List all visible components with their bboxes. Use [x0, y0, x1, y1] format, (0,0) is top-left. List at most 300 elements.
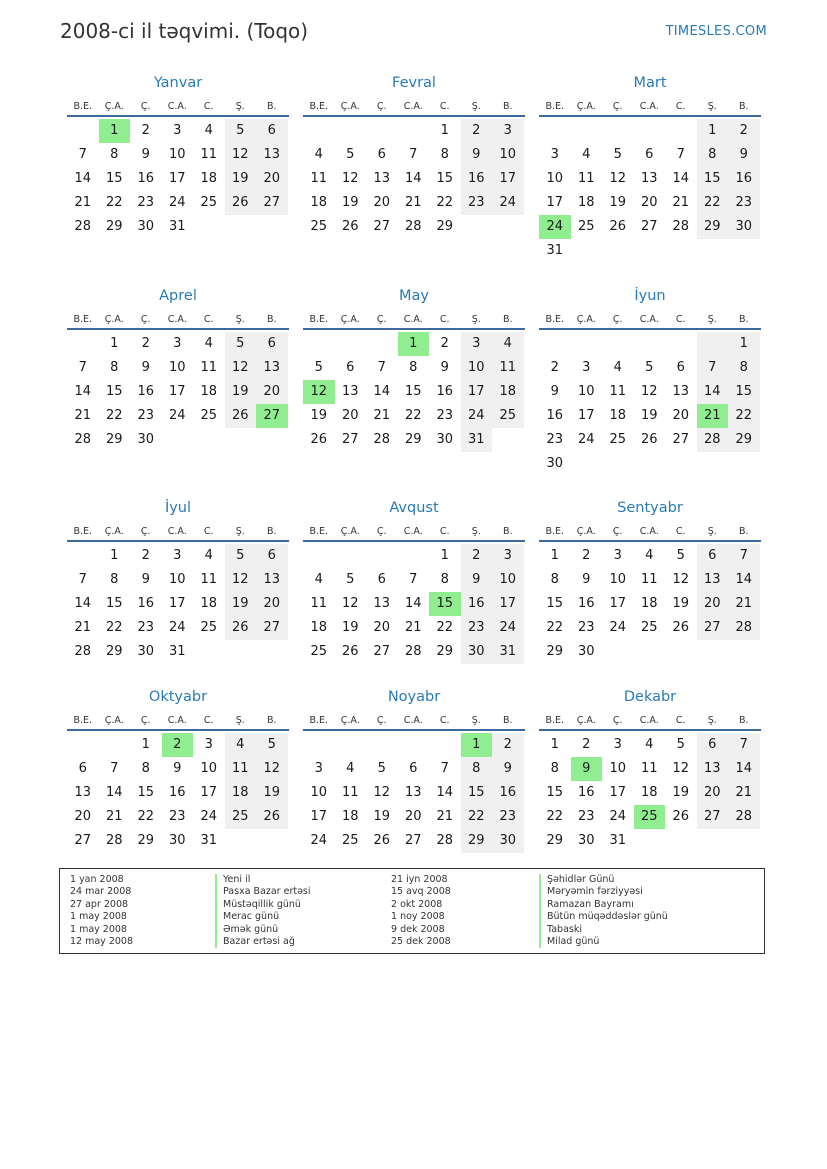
day-cell[interactable]: 18 [640, 785, 658, 800]
day-cell[interactable]: 4 [314, 572, 323, 587]
day-cell[interactable]: 11 [200, 572, 218, 587]
holiday-day-cell[interactable]: 12 [303, 380, 335, 404]
day-cell[interactable]: 22 [436, 620, 454, 635]
day-cell[interactable]: 24 [492, 616, 524, 640]
holiday-day-cell[interactable]: 21 [697, 404, 729, 428]
day-cell[interactable]: 28 [373, 432, 391, 447]
day-cell[interactable]: 7 [728, 544, 760, 568]
day-cell[interactable]: 31 [168, 219, 186, 234]
day-cell[interactable]: 21 [728, 781, 760, 805]
day-cell[interactable]: 12 [225, 143, 257, 167]
day-cell[interactable]: 20 [373, 195, 391, 210]
day-cell[interactable]: 7 [676, 147, 685, 162]
day-cell[interactable]: 12 [672, 572, 690, 587]
day-cell[interactable]: 6 [78, 761, 87, 776]
day-cell[interactable]: 20 [74, 809, 92, 824]
day-cell[interactable]: 11 [609, 384, 627, 399]
day-cell[interactable]: 15 [697, 167, 729, 191]
day-cell[interactable]: 26 [341, 219, 359, 234]
day-cell[interactable]: 16 [137, 596, 155, 611]
day-cell[interactable]: 9 [461, 143, 493, 167]
day-cell[interactable]: 12 [341, 171, 359, 186]
day-cell[interactable]: 23 [577, 620, 595, 635]
day-cell[interactable]: 12 [225, 356, 257, 380]
day-cell[interactable]: 8 [440, 147, 449, 162]
day-cell[interactable]: 3 [613, 548, 622, 563]
day-cell[interactable]: 14 [728, 568, 760, 592]
day-cell[interactable]: 19 [373, 809, 391, 824]
day-cell[interactable]: 11 [577, 171, 595, 186]
day-cell[interactable]: 26 [225, 616, 257, 640]
day-cell[interactable]: 24 [168, 620, 186, 635]
day-cell[interactable]: 14 [728, 757, 760, 781]
day-cell[interactable]: 16 [137, 384, 155, 399]
day-cell[interactable]: 12 [225, 568, 257, 592]
day-cell[interactable]: 17 [609, 596, 627, 611]
day-cell[interactable]: 10 [168, 572, 186, 587]
day-cell[interactable]: 14 [404, 596, 422, 611]
day-cell[interactable]: 5 [613, 147, 622, 162]
day-cell[interactable]: 24 [200, 809, 218, 824]
day-cell[interactable]: 10 [577, 384, 595, 399]
day-cell[interactable]: 21 [436, 809, 454, 824]
day-cell[interactable]: 22 [137, 809, 155, 824]
holiday-day-cell[interactable]: 9 [571, 757, 603, 781]
holiday-day-cell[interactable]: 1 [398, 332, 430, 356]
day-cell[interactable]: 5 [256, 733, 288, 757]
holiday-day-cell[interactable]: 1 [99, 119, 131, 143]
day-cell[interactable]: 3 [204, 737, 213, 752]
brand-logo-text[interactable]: TIMESLES.COM [665, 24, 767, 39]
day-cell[interactable]: 7 [440, 761, 449, 776]
day-cell[interactable]: 14 [672, 171, 690, 186]
day-cell[interactable]: 23 [728, 191, 760, 215]
day-cell[interactable]: 17 [492, 592, 524, 616]
day-cell[interactable]: 7 [78, 360, 87, 375]
day-cell[interactable]: 3 [314, 761, 323, 776]
day-cell[interactable]: 8 [461, 757, 493, 781]
day-cell[interactable]: 16 [577, 785, 595, 800]
day-cell[interactable]: 13 [404, 785, 422, 800]
day-cell[interactable]: 23 [461, 616, 493, 640]
day-cell[interactable]: 4 [346, 761, 355, 776]
day-cell[interactable]: 23 [137, 408, 155, 423]
day-cell[interactable]: 26 [341, 644, 359, 659]
day-cell[interactable]: 16 [728, 167, 760, 191]
day-cell[interactable]: 25 [225, 805, 257, 829]
day-cell[interactable]: 22 [105, 620, 123, 635]
day-cell[interactable]: 10 [546, 171, 564, 186]
day-cell[interactable]: 22 [546, 809, 564, 824]
day-cell[interactable]: 11 [640, 572, 658, 587]
day-cell[interactable]: 29 [105, 644, 123, 659]
day-cell[interactable]: 22 [697, 191, 729, 215]
day-cell[interactable]: 30 [577, 833, 595, 848]
day-cell[interactable]: 17 [200, 785, 218, 800]
day-cell[interactable]: 14 [74, 171, 92, 186]
day-cell[interactable]: 15 [105, 171, 123, 186]
day-cell[interactable]: 18 [341, 809, 359, 824]
day-cell[interactable]: 4 [582, 147, 591, 162]
day-cell[interactable]: 29 [137, 833, 155, 848]
day-cell[interactable]: 30 [461, 640, 493, 664]
day-cell[interactable]: 19 [225, 592, 257, 616]
day-cell[interactable]: 30 [137, 644, 155, 659]
day-cell[interactable]: 26 [256, 805, 288, 829]
day-cell[interactable]: 27 [341, 432, 359, 447]
day-cell[interactable]: 2 [141, 123, 150, 138]
day-cell[interactable]: 7 [78, 147, 87, 162]
day-cell[interactable]: 9 [492, 757, 524, 781]
day-cell[interactable]: 15 [728, 380, 760, 404]
day-cell[interactable]: 26 [225, 191, 257, 215]
day-cell[interactable]: 21 [105, 809, 123, 824]
day-cell[interactable]: 16 [461, 592, 493, 616]
day-cell[interactable]: 11 [640, 761, 658, 776]
day-cell[interactable]: 25 [200, 408, 218, 423]
day-cell[interactable]: 13 [640, 171, 658, 186]
day-cell[interactable]: 27 [74, 833, 92, 848]
day-cell[interactable]: 31 [609, 833, 627, 848]
day-cell[interactable]: 22 [404, 408, 422, 423]
day-cell[interactable]: 2 [582, 548, 591, 563]
day-cell[interactable]: 23 [137, 620, 155, 635]
day-cell[interactable]: 28 [74, 644, 92, 659]
day-cell[interactable]: 3 [461, 332, 493, 356]
day-cell[interactable]: 3 [582, 360, 591, 375]
day-cell[interactable]: 24 [168, 408, 186, 423]
day-cell[interactable]: 17 [461, 380, 493, 404]
day-cell[interactable]: 7 [110, 761, 119, 776]
day-cell[interactable]: 27 [404, 833, 422, 848]
day-cell[interactable]: 23 [492, 805, 524, 829]
day-cell[interactable]: 20 [404, 809, 422, 824]
day-cell[interactable]: 1 [440, 548, 449, 563]
day-cell[interactable]: 18 [640, 596, 658, 611]
day-cell[interactable]: 24 [577, 432, 595, 447]
day-cell[interactable]: 2 [141, 548, 150, 563]
day-cell[interactable]: 27 [697, 616, 729, 640]
day-cell[interactable]: 19 [341, 195, 359, 210]
day-cell[interactable]: 1 [141, 737, 150, 752]
day-cell[interactable]: 23 [461, 191, 493, 215]
day-cell[interactable]: 19 [225, 167, 257, 191]
day-cell[interactable]: 24 [461, 404, 493, 428]
day-cell[interactable]: 5 [676, 548, 685, 563]
day-cell[interactable]: 16 [461, 167, 493, 191]
day-cell[interactable]: 4 [492, 332, 524, 356]
day-cell[interactable]: 10 [492, 568, 524, 592]
day-cell[interactable]: 6 [676, 360, 685, 375]
day-cell[interactable]: 27 [256, 616, 288, 640]
holiday-day-cell[interactable]: 1 [461, 733, 493, 757]
day-cell[interactable]: 3 [173, 548, 182, 563]
day-cell[interactable]: 8 [110, 147, 119, 162]
day-cell[interactable]: 2 [582, 737, 591, 752]
day-cell[interactable]: 2 [461, 544, 493, 568]
day-cell[interactable]: 21 [404, 195, 422, 210]
day-cell[interactable]: 27 [697, 805, 729, 829]
day-cell[interactable]: 19 [310, 408, 328, 423]
day-cell[interactable]: 16 [577, 596, 595, 611]
day-cell[interactable]: 1 [110, 336, 119, 351]
day-cell[interactable]: 10 [200, 761, 218, 776]
day-cell[interactable]: 15 [105, 384, 123, 399]
day-cell[interactable]: 28 [404, 219, 422, 234]
day-cell[interactable]: 9 [173, 761, 182, 776]
day-cell[interactable]: 19 [640, 408, 658, 423]
day-cell[interactable]: 23 [546, 432, 564, 447]
day-cell[interactable]: 31 [200, 833, 218, 848]
day-cell[interactable]: 6 [377, 572, 386, 587]
day-cell[interactable]: 4 [645, 548, 654, 563]
day-cell[interactable]: 21 [672, 195, 690, 210]
day-cell[interactable]: 30 [546, 456, 564, 471]
day-cell[interactable]: 17 [492, 167, 524, 191]
day-cell[interactable]: 10 [492, 143, 524, 167]
day-cell[interactable]: 15 [436, 171, 454, 186]
day-cell[interactable]: 21 [373, 408, 391, 423]
day-cell[interactable]: 5 [225, 332, 257, 356]
day-cell[interactable]: 13 [697, 568, 729, 592]
day-cell[interactable]: 17 [310, 809, 328, 824]
day-cell[interactable]: 17 [577, 408, 595, 423]
day-cell[interactable]: 5 [225, 119, 257, 143]
day-cell[interactable]: 14 [74, 596, 92, 611]
day-cell[interactable]: 7 [409, 147, 418, 162]
day-cell[interactable]: 20 [697, 781, 729, 805]
day-cell[interactable]: 21 [404, 620, 422, 635]
day-cell[interactable]: 16 [137, 171, 155, 186]
day-cell[interactable]: 29 [728, 428, 760, 452]
day-cell[interactable]: 13 [341, 384, 359, 399]
day-cell[interactable]: 3 [613, 737, 622, 752]
day-cell[interactable]: 6 [697, 544, 729, 568]
day-cell[interactable]: 23 [436, 408, 454, 423]
day-cell[interactable]: 9 [582, 572, 591, 587]
day-cell[interactable]: 28 [728, 805, 760, 829]
day-cell[interactable]: 1 [728, 332, 760, 356]
day-cell[interactable]: 8 [697, 143, 729, 167]
day-cell[interactable]: 2 [728, 119, 760, 143]
day-cell[interactable]: 9 [141, 360, 150, 375]
day-cell[interactable]: 18 [225, 781, 257, 805]
day-cell[interactable]: 29 [105, 219, 123, 234]
day-cell[interactable]: 5 [676, 737, 685, 752]
day-cell[interactable]: 8 [550, 761, 559, 776]
day-cell[interactable]: 26 [672, 620, 690, 635]
day-cell[interactable]: 12 [256, 757, 288, 781]
day-cell[interactable]: 7 [728, 733, 760, 757]
day-cell[interactable]: 13 [256, 143, 288, 167]
day-cell[interactable]: 21 [728, 592, 760, 616]
day-cell[interactable]: 4 [204, 336, 213, 351]
day-cell[interactable]: 24 [609, 620, 627, 635]
day-cell[interactable]: 25 [310, 219, 328, 234]
day-cell[interactable]: 30 [137, 219, 155, 234]
day-cell[interactable]: 12 [640, 384, 658, 399]
day-cell[interactable]: 6 [256, 544, 288, 568]
day-cell[interactable]: 4 [645, 737, 654, 752]
day-cell[interactable]: 18 [200, 596, 218, 611]
day-cell[interactable]: 2 [440, 336, 449, 351]
day-cell[interactable]: 20 [672, 408, 690, 423]
day-cell[interactable]: 9 [550, 384, 559, 399]
day-cell[interactable]: 14 [105, 785, 123, 800]
day-cell[interactable]: 19 [225, 380, 257, 404]
day-cell[interactable]: 22 [105, 408, 123, 423]
day-cell[interactable]: 9 [141, 572, 150, 587]
day-cell[interactable]: 7 [409, 572, 418, 587]
day-cell[interactable]: 12 [672, 761, 690, 776]
day-cell[interactable]: 8 [110, 360, 119, 375]
day-cell[interactable]: 29 [105, 432, 123, 447]
day-cell[interactable]: 14 [404, 171, 422, 186]
day-cell[interactable]: 8 [110, 572, 119, 587]
day-cell[interactable]: 1 [697, 119, 729, 143]
day-cell[interactable]: 27 [672, 432, 690, 447]
day-cell[interactable]: 4 [314, 147, 323, 162]
day-cell[interactable]: 7 [697, 356, 729, 380]
day-cell[interactable]: 18 [310, 620, 328, 635]
day-cell[interactable]: 8 [728, 356, 760, 380]
day-cell[interactable]: 6 [256, 332, 288, 356]
day-cell[interactable]: 22 [461, 805, 493, 829]
day-cell[interactable]: 18 [200, 384, 218, 399]
day-cell[interactable]: 26 [640, 432, 658, 447]
day-cell[interactable]: 13 [256, 568, 288, 592]
day-cell[interactable]: 26 [373, 833, 391, 848]
day-cell[interactable]: 26 [672, 809, 690, 824]
day-cell[interactable]: 28 [404, 644, 422, 659]
day-cell[interactable]: 24 [168, 195, 186, 210]
day-cell[interactable]: 27 [373, 644, 391, 659]
day-cell[interactable]: 15 [404, 384, 422, 399]
day-cell[interactable]: 3 [173, 123, 182, 138]
day-cell[interactable]: 9 [141, 147, 150, 162]
day-cell[interactable]: 5 [314, 360, 323, 375]
day-cell[interactable]: 5 [645, 360, 654, 375]
day-cell[interactable]: 16 [546, 408, 564, 423]
day-cell[interactable]: 17 [168, 384, 186, 399]
day-cell[interactable]: 14 [436, 785, 454, 800]
day-cell[interactable]: 14 [74, 384, 92, 399]
day-cell[interactable]: 24 [310, 833, 328, 848]
day-cell[interactable]: 25 [200, 620, 218, 635]
day-cell[interactable]: 2 [141, 336, 150, 351]
day-cell[interactable]: 28 [728, 616, 760, 640]
day-cell[interactable]: 25 [640, 620, 658, 635]
day-cell[interactable]: 1 [110, 548, 119, 563]
day-cell[interactable]: 29 [436, 219, 454, 234]
day-cell[interactable]: 18 [577, 195, 595, 210]
day-cell[interactable]: 4 [225, 733, 257, 757]
day-cell[interactable]: 10 [168, 360, 186, 375]
day-cell[interactable]: 17 [168, 596, 186, 611]
day-cell[interactable]: 15 [105, 596, 123, 611]
day-cell[interactable]: 28 [74, 432, 92, 447]
day-cell[interactable]: 1 [440, 123, 449, 138]
day-cell[interactable]: 26 [310, 432, 328, 447]
day-cell[interactable]: 1 [550, 737, 559, 752]
day-cell[interactable]: 20 [256, 380, 288, 404]
day-cell[interactable]: 8 [440, 572, 449, 587]
day-cell[interactable]: 20 [256, 167, 288, 191]
day-cell[interactable]: 13 [672, 384, 690, 399]
day-cell[interactable]: 25 [310, 644, 328, 659]
day-cell[interactable]: 8 [141, 761, 150, 776]
day-cell[interactable]: 4 [204, 123, 213, 138]
day-cell[interactable]: 20 [373, 620, 391, 635]
day-cell[interactable]: 29 [697, 215, 729, 239]
day-cell[interactable]: 6 [256, 119, 288, 143]
day-cell[interactable]: 18 [310, 195, 328, 210]
day-cell[interactable]: 11 [200, 147, 218, 162]
day-cell[interactable]: 30 [728, 215, 760, 239]
day-cell[interactable]: 8 [409, 360, 418, 375]
day-cell[interactable]: 25 [341, 833, 359, 848]
day-cell[interactable]: 17 [546, 195, 564, 210]
day-cell[interactable]: 27 [373, 219, 391, 234]
day-cell[interactable]: 31 [461, 428, 493, 452]
day-cell[interactable]: 26 [225, 404, 257, 428]
day-cell[interactable]: 13 [373, 171, 391, 186]
day-cell[interactable]: 10 [461, 356, 493, 380]
day-cell[interactable]: 23 [168, 809, 186, 824]
day-cell[interactable]: 5 [346, 572, 355, 587]
day-cell[interactable]: 4 [204, 548, 213, 563]
day-cell[interactable]: 30 [137, 432, 155, 447]
day-cell[interactable]: 11 [225, 757, 257, 781]
day-cell[interactable]: 10 [609, 761, 627, 776]
day-cell[interactable]: 9 [440, 360, 449, 375]
day-cell[interactable]: 15 [546, 785, 564, 800]
day-cell[interactable]: 25 [492, 404, 524, 428]
day-cell[interactable]: 31 [492, 640, 524, 664]
day-cell[interactable]: 17 [609, 785, 627, 800]
day-cell[interactable]: 30 [577, 644, 595, 659]
day-cell[interactable]: 11 [492, 356, 524, 380]
day-cell[interactable]: 13 [697, 757, 729, 781]
day-cell[interactable]: 25 [609, 432, 627, 447]
day-cell[interactable]: 9 [461, 568, 493, 592]
day-cell[interactable]: 21 [74, 620, 92, 635]
day-cell[interactable]: 19 [672, 785, 690, 800]
day-cell[interactable]: 9 [728, 143, 760, 167]
day-cell[interactable]: 28 [74, 219, 92, 234]
day-cell[interactable]: 28 [697, 428, 729, 452]
day-cell[interactable]: 16 [168, 785, 186, 800]
day-cell[interactable]: 3 [492, 119, 524, 143]
holiday-day-cell[interactable]: 24 [539, 215, 571, 239]
day-cell[interactable]: 6 [346, 360, 355, 375]
day-cell[interactable]: 15 [546, 596, 564, 611]
day-cell[interactable]: 28 [672, 219, 690, 234]
day-cell[interactable]: 29 [404, 432, 422, 447]
day-cell[interactable]: 6 [697, 733, 729, 757]
day-cell[interactable]: 18 [609, 408, 627, 423]
day-cell[interactable]: 10 [609, 572, 627, 587]
day-cell[interactable]: 5 [346, 147, 355, 162]
day-cell[interactable]: 27 [256, 191, 288, 215]
day-cell[interactable]: 20 [341, 408, 359, 423]
day-cell[interactable]: 24 [492, 191, 524, 215]
day-cell[interactable]: 2 [461, 119, 493, 143]
day-cell[interactable]: 14 [373, 384, 391, 399]
day-cell[interactable]: 23 [577, 809, 595, 824]
day-cell[interactable]: 4 [613, 360, 622, 375]
day-cell[interactable]: 13 [74, 785, 92, 800]
